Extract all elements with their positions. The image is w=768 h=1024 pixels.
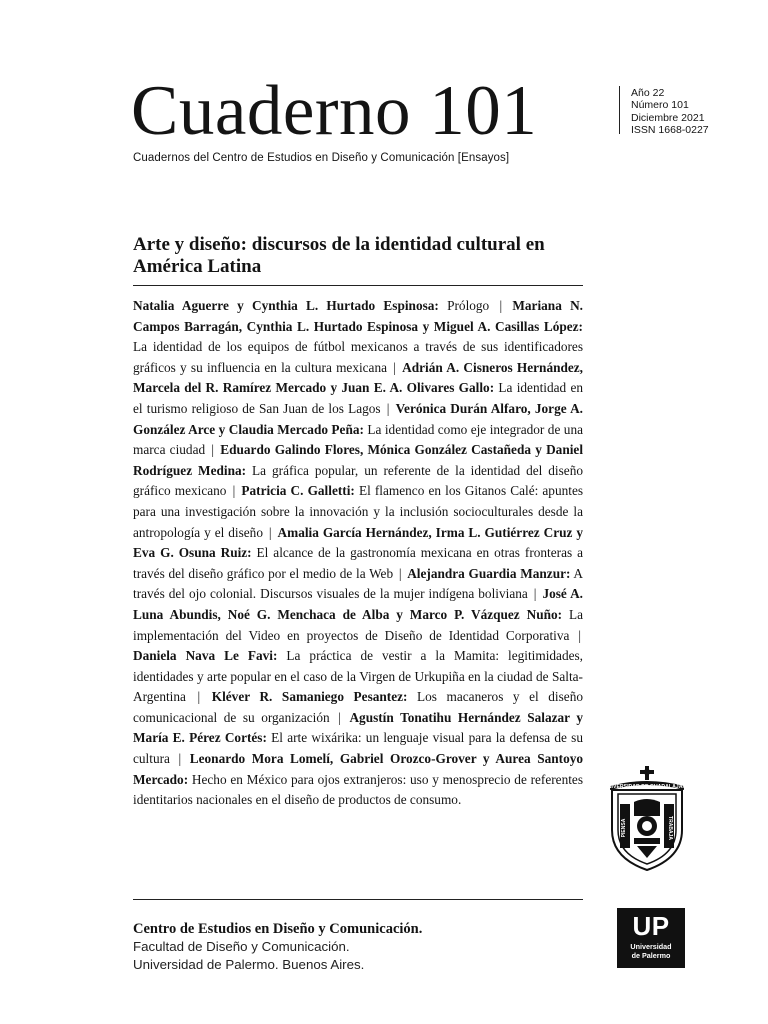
seal-left-text: PIENSA [621, 818, 627, 838]
entry-title: La identidad de los equipos de fútbol mexicanos a través de sus identificadores gráficos y su influencia en la cultura mexicana [133, 339, 583, 375]
entry-separator: | [533, 586, 537, 602]
entry-authors: Natalia Aguerre y Cynthia L. Hurtado Espinosa: [133, 298, 439, 313]
entry-separator: | [386, 400, 390, 416]
issue-info [631, 87, 709, 136]
footer-faculty: Facultad de Diseño y Comunicación. [133, 939, 350, 954]
entry-separator: | [393, 359, 396, 375]
footer [133, 920, 422, 974]
university-seal-icon [604, 766, 690, 872]
entry-separator: | [338, 709, 341, 725]
entry-separator: | [178, 751, 182, 767]
entry-title: A través del ojo colonial. Discursos visuales de la mujer indígena boliviana [133, 565, 584, 602]
entry-authors: José A. Luna Abundis, Noé G. Menchaca de Alba y Marco P. Vázquez Nuño: [133, 586, 584, 622]
masthead-subtitle: Cuadernos del Centro de Estudios en Diseño y Comunicación [Ensayos] [133, 152, 510, 164]
entry-title: Los macaneros y el diseño comunicacional de su organización [133, 689, 583, 725]
issue-issn: ISSN 1668-0227 [631, 123, 709, 136]
table-of-contents [133, 296, 583, 811]
seal-ring-text: UNIVERSIDAD DE GUADALAJARA [604, 784, 690, 790]
issue-divider [619, 86, 620, 134]
essay-title: Arte y diseño: discursos de la identidad cultural en América Latina [133, 234, 545, 277]
divider-bottom [133, 899, 583, 900]
entry-authors: Leonardo Mora Lomelí, Gabriel Orozco-Grover y Aurea Santoyo Mercado: [133, 751, 584, 787]
entry-authors: Alejandra Guardia Manzur: [407, 565, 571, 581]
issue-number: Número 101 [631, 99, 689, 112]
up-logo-line2: de Palermo [631, 950, 671, 960]
up-logo-mark: UP [632, 911, 670, 941]
university-palermo-logo [617, 908, 685, 968]
up-logo-line1: Universidad [630, 942, 672, 951]
entry-title: La gráfica popular, un referente de la identidad del diseño gráfico mexicano [133, 462, 584, 499]
entry-title: El arte wixárika: un lenguaje visual para la defensa de su cultura [133, 730, 583, 767]
issue-date: Diciembre 2021 [631, 111, 705, 124]
entry-title: La identidad en el turismo religioso de San Juan de los Lagos [133, 380, 584, 416]
entry-authors: Patricia C. Galletti: [241, 483, 355, 499]
entry-separator: | [211, 442, 215, 458]
footer-university: Universidad de Palermo. Buenos Aires. [133, 957, 365, 972]
entry-title: La implementación del Video en proyectos de Diseño de Identidad Corporativa [133, 606, 583, 643]
divider-top [133, 285, 583, 286]
entry-title: El flamenco en los Gitanos Calé: apuntes para una investigación sobre la innovación y la inclusión socioculturales desde la antropología y el diseño [133, 483, 584, 540]
entry-title: Prólogo [447, 298, 490, 313]
entry-title: La identidad como eje integrador de una marca ciudad [133, 421, 583, 458]
entry-authors: Kléver R. Samaniego Pesantez: [211, 689, 408, 705]
entry-authors: Daniela Nava Le Favi: [133, 648, 278, 664]
entry-authors: Agustín Tonatihu Hernández Salazar y María E. Pérez Cortés: [133, 709, 584, 746]
entry-separator: | [232, 483, 236, 499]
entry-authors: Verónica Durán Alfaro, Jorge A. González Arce y Claudia Mercado Peña: [133, 400, 583, 437]
entry-separator: | [268, 524, 272, 540]
entry-authors: Mariana N. Campos Barragán, Cynthia L. Hurtado Espinosa y Miguel A. Casillas López: [133, 298, 584, 334]
entry-title: El alcance de la gastronomía mexicana en otras fronteras a través del diseño gráfico por el medio de la Web [133, 545, 583, 581]
entry-authors: Adrián A. Cisneros Hernández, Marcela del R. Ramírez Mercado y Juan E. A. Olivares Gallo: [133, 359, 584, 396]
entry-authors: Eduardo Galindo Flores, Mónica González Castañeda y Daniel Rodríguez Medina: [133, 442, 584, 478]
footer-center-name: Centro de Estudios en Diseño y Comunicación. [133, 921, 423, 937]
entry-separator: | [197, 689, 201, 705]
seal-right-text: TRABAJA [667, 816, 673, 840]
entry-title: Hecho en México para ojos extranjeros: uso y menosprecio de referentes identitarios nacionales en el diseño de productos de consumo. [133, 771, 583, 808]
entry-authors: Amalia García Hernández, Irma L. Gutiérrez Cruz y Eva G. Osuna Ruiz: [133, 524, 583, 561]
entry-separator: | [578, 627, 581, 643]
masthead-title: Cuaderno 101 [131, 72, 538, 150]
entry-separator: | [499, 298, 503, 313]
entry-separator: | [398, 565, 402, 581]
issue-year: Año 22 [631, 87, 665, 99]
entry-title: La práctica de vestir a la Mamita: legitimidades, identidades y arte popular en el caso de la Virgen de Urkupiña en la ciudad de Salta-Argentina [133, 648, 584, 705]
